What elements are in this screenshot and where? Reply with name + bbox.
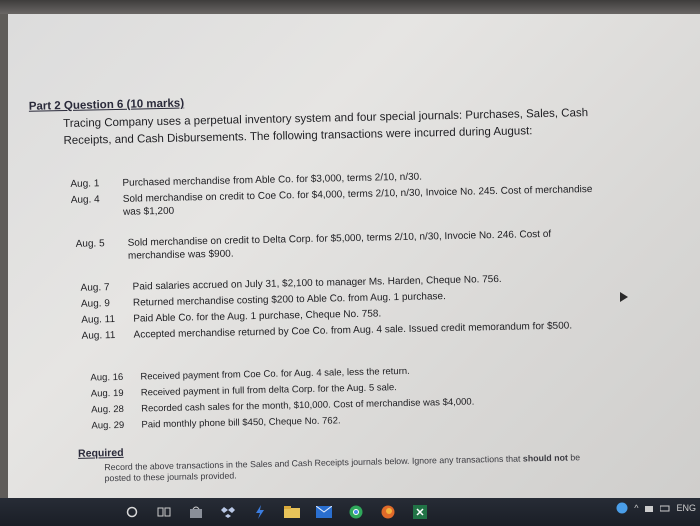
transaction-text: Received payment in full from delta Corp. for the Aug. 5 sale. [140,382,397,399]
required-text-end: be posted to these journals provided. [104,452,581,484]
transaction-text: Sold merchandise on credit to Delta Corp. for $5,000, terms 2/10, n/30, Invocie No. 246. Cost of merchandise was $900. [127,228,552,262]
transaction-text: Accepted merchandise returned by Coe Co. from Aug. 4 sale. Issued credit memorandum for $500. [133,320,573,341]
language-indicator[interactable]: ENG [676,503,696,513]
question-document [3,7,700,505]
task-view-icon[interactable] [152,502,176,522]
file-explorer-icon[interactable] [280,502,304,522]
dropbox-icon[interactable] [216,502,240,522]
required-instructions [104,452,584,484]
required-heading: Required [77,446,124,460]
battery-icon[interactable] [660,503,670,513]
start-icon[interactable] [120,502,144,522]
document-screen [8,14,700,498]
transaction-text: Purchased merchandise from Able Co. for $3,000, terms 2/10, n/30. [122,171,423,189]
transaction-date: Aug. 1 [70,178,100,190]
transaction-text: Paid salaries accrued on July 31, $2,100 to manager Ms. Harden, Cheque No. 756. [132,273,502,293]
mouse-cursor-icon [620,292,628,302]
transaction-text: Returned merchandise costing $200 to Able Co. from Aug. 1 purchase. [132,291,446,309]
help-icon[interactable] [616,502,628,514]
network-icon[interactable] [644,503,654,513]
question-heading: Part 2 Question 6 (10 marks) [28,97,185,113]
transaction-text: Received payment from Coe Co. for Aug. 4 sale, less the return. [140,365,410,383]
lightning-icon[interactable] [248,502,272,522]
transaction-text: Paid Able Co. for the Aug. 1 purchase, Cheque No. 758. [133,308,382,325]
mail-icon[interactable] [312,502,336,522]
transaction-date: Aug. 7 [80,282,110,294]
required-text-start: Record the above transactions in the Sales and Cash Receipts journals below. Ignore any transactions that [104,453,523,473]
transaction-date: Aug. 5 [75,238,105,250]
excel-icon[interactable] [408,502,432,522]
tray-chevron-icon[interactable]: ^ [634,503,639,513]
firefox-icon[interactable] [376,502,400,522]
transaction-date: Aug. 19 [90,387,124,400]
required-text-emphasis: should not [522,452,568,464]
system-tray [616,502,696,514]
transaction-row [76,228,568,264]
transaction-date: Aug. 9 [80,298,110,310]
transaction-text: Paid monthly phone bill $450, Cheque No. 762. [141,415,341,431]
transaction-date: Aug. 28 [91,403,125,416]
transaction-date: Aug. 29 [91,419,125,432]
question-intro: Tracing Company uses a perpetual inventory system and four special journals: Purchases, Sales, Cash Receipts, and Cash Disbursements. The following transactions were incurred during August: [63,107,589,148]
taskbar [0,498,700,526]
transaction-date: Aug. 11 [81,314,116,326]
transaction-date: Aug. 11 [81,330,116,342]
chrome-icon[interactable] [344,502,368,522]
store-icon[interactable] [184,502,208,522]
transaction-date: Aug. 16 [90,371,124,384]
transaction-text: Sold merchandise on credit to Coe Co. for $4,000, terms 2/10, n/30, Invoice No. 245. Cost of merchandise was $1,200 [122,183,593,218]
transaction-text: Recorded cash sales for the month, $10,000. Cost of merchandise was $4,000. [141,396,475,415]
transaction-date: Aug. 4 [70,194,100,206]
